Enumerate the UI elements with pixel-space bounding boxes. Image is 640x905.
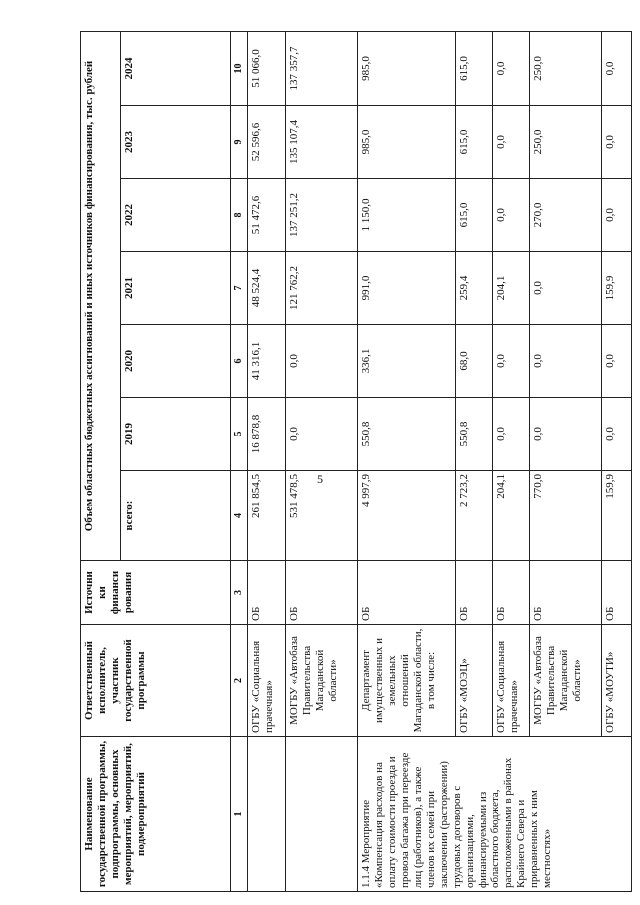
value-cell: 531 478,5 (285, 471, 357, 561)
value-cell: 259,4 (455, 252, 492, 325)
value-cell: 0,0 (492, 31, 529, 105)
source-cell: ОБ (285, 561, 357, 625)
source-cell: ОБ (601, 561, 631, 625)
executor-cell: МОГБУ «Автобаза Правительства Магаданской области» (529, 625, 601, 737)
header-year: 2021 (121, 252, 231, 325)
value-cell: 52 596,6 (247, 106, 285, 179)
header-year: 2024 (121, 31, 231, 105)
header-name: Наименование государственной программы, подпрограммы, основных мероприятий, мероприятий, подмероприятий (81, 737, 231, 892)
column-number: 7 (231, 252, 248, 325)
financing-table (80, 31, 632, 892)
value-cell: 204,1 (492, 252, 529, 325)
value-cell: 137 251,2 (285, 179, 357, 252)
source-cell: ОБ (455, 561, 492, 625)
executor-cell: ОГБУ «МОУТИ» (601, 625, 631, 737)
value-cell: 0,0 (285, 325, 357, 398)
value-cell: 985,0 (357, 106, 455, 179)
header-year: 2022 (121, 179, 231, 252)
value-cell: 16 878,8 (247, 398, 285, 471)
table-row (285, 31, 357, 891)
column-number: 1 (231, 737, 248, 892)
value-cell: 0,0 (529, 252, 601, 325)
column-number: 5 (231, 398, 248, 471)
page-number: 5 (317, 472, 323, 486)
value-cell: 770,0 (529, 471, 601, 561)
value-cell: 615,0 (455, 106, 492, 179)
executor-cell: ОГБУ «Социальная прачечная» (247, 625, 285, 737)
executor-cell: МОГБУ «Автобаза Правительства Магаданской области» (285, 625, 357, 737)
value-cell: 137 357,7 (285, 31, 357, 105)
value-cell: 68,0 (455, 325, 492, 398)
value-cell: 550,8 (357, 398, 455, 471)
value-cell: 0,0 (529, 398, 601, 471)
value-cell: 204,1 (492, 471, 529, 561)
source-cell: ОБ (247, 561, 285, 625)
column-number: 10 (231, 31, 248, 105)
value-cell: 270,0 (529, 179, 601, 252)
value-cell: 159,9 (601, 471, 631, 561)
measure-name-cell: 1.1.4 Мероприятие «Компенсация расходов на оплату стоимости проезда и провоза багажа при переезде лиц (работников), а также членов их семей при заключении (расторжении) трудовых договоров с организациями, финансируемыми из областного бюджета, расположенными в районах Крайнего Севера и приравненных к ним местностях» (357, 737, 631, 892)
header-year: 2019 (121, 398, 231, 471)
value-cell: 51 472,6 (247, 179, 285, 252)
value-cell: 135 107,4 (285, 106, 357, 179)
table-row (247, 31, 285, 891)
name-cell-empty (285, 737, 357, 892)
column-number: 4 (231, 471, 248, 561)
value-cell: 0,0 (492, 106, 529, 179)
value-cell: 250,0 (529, 31, 601, 105)
value-cell: 0,0 (601, 31, 631, 105)
header-year: 2023 (121, 106, 231, 179)
value-cell: 0,0 (529, 325, 601, 398)
value-cell: 51 066,0 (247, 31, 285, 105)
value-cell: 550,8 (455, 398, 492, 471)
value-cell: 0,0 (285, 398, 357, 471)
header-executor: Ответственный исполнитель, участник государственной программы (81, 625, 231, 737)
value-cell: 261 854,5 (247, 471, 285, 561)
header-source: Источни ки финанси рования (81, 561, 231, 625)
value-cell: 0,0 (601, 106, 631, 179)
header-volume: Объем областных бюджетных ассигнований и иных источников финансирования, тыс. рублей (81, 31, 121, 560)
value-cell: 0,0 (601, 179, 631, 252)
column-number: 3 (231, 561, 248, 625)
value-cell: 250,0 (529, 106, 601, 179)
rotated-table-container (80, 32, 630, 892)
value-cell: 0,0 (492, 179, 529, 252)
value-cell: 336,1 (357, 325, 455, 398)
value-cell: 991,0 (357, 252, 455, 325)
value-cell: 615,0 (455, 31, 492, 105)
name-cell-empty (247, 737, 285, 892)
executor-cell: ОГБУ «Социальная прачечная» (492, 625, 529, 737)
value-cell: 4 997,9 (357, 471, 455, 561)
value-cell: 0,0 (492, 398, 529, 471)
source-cell: ОБ (529, 561, 601, 625)
column-number: 8 (231, 179, 248, 252)
value-cell: 615,0 (455, 179, 492, 252)
value-cell: 121 762,2 (285, 252, 357, 325)
header-year: 2020 (121, 325, 231, 398)
table-row (357, 31, 455, 891)
value-cell: 0,0 (601, 325, 631, 398)
value-cell: 2 723,2 (455, 471, 492, 561)
value-cell: 41 316,1 (247, 325, 285, 398)
source-cell: ОБ (357, 561, 455, 625)
value-cell: 985,0 (357, 31, 455, 105)
executor-cell: ОГБУ «МОЭЦ» (455, 625, 492, 737)
column-number: 9 (231, 106, 248, 179)
header-total: всего: (121, 471, 231, 561)
value-cell: 1 150,0 (357, 179, 455, 252)
column-number: 2 (231, 625, 248, 737)
executor-cell: Департамент имущественных и земельных отношений Магаданской области, в том числе: (357, 625, 455, 737)
column-number: 6 (231, 325, 248, 398)
value-cell: 0,0 (492, 325, 529, 398)
value-cell: 159,9 (601, 252, 631, 325)
source-cell: ОБ (492, 561, 529, 625)
value-cell: 48 524,4 (247, 252, 285, 325)
value-cell: 0,0 (601, 398, 631, 471)
